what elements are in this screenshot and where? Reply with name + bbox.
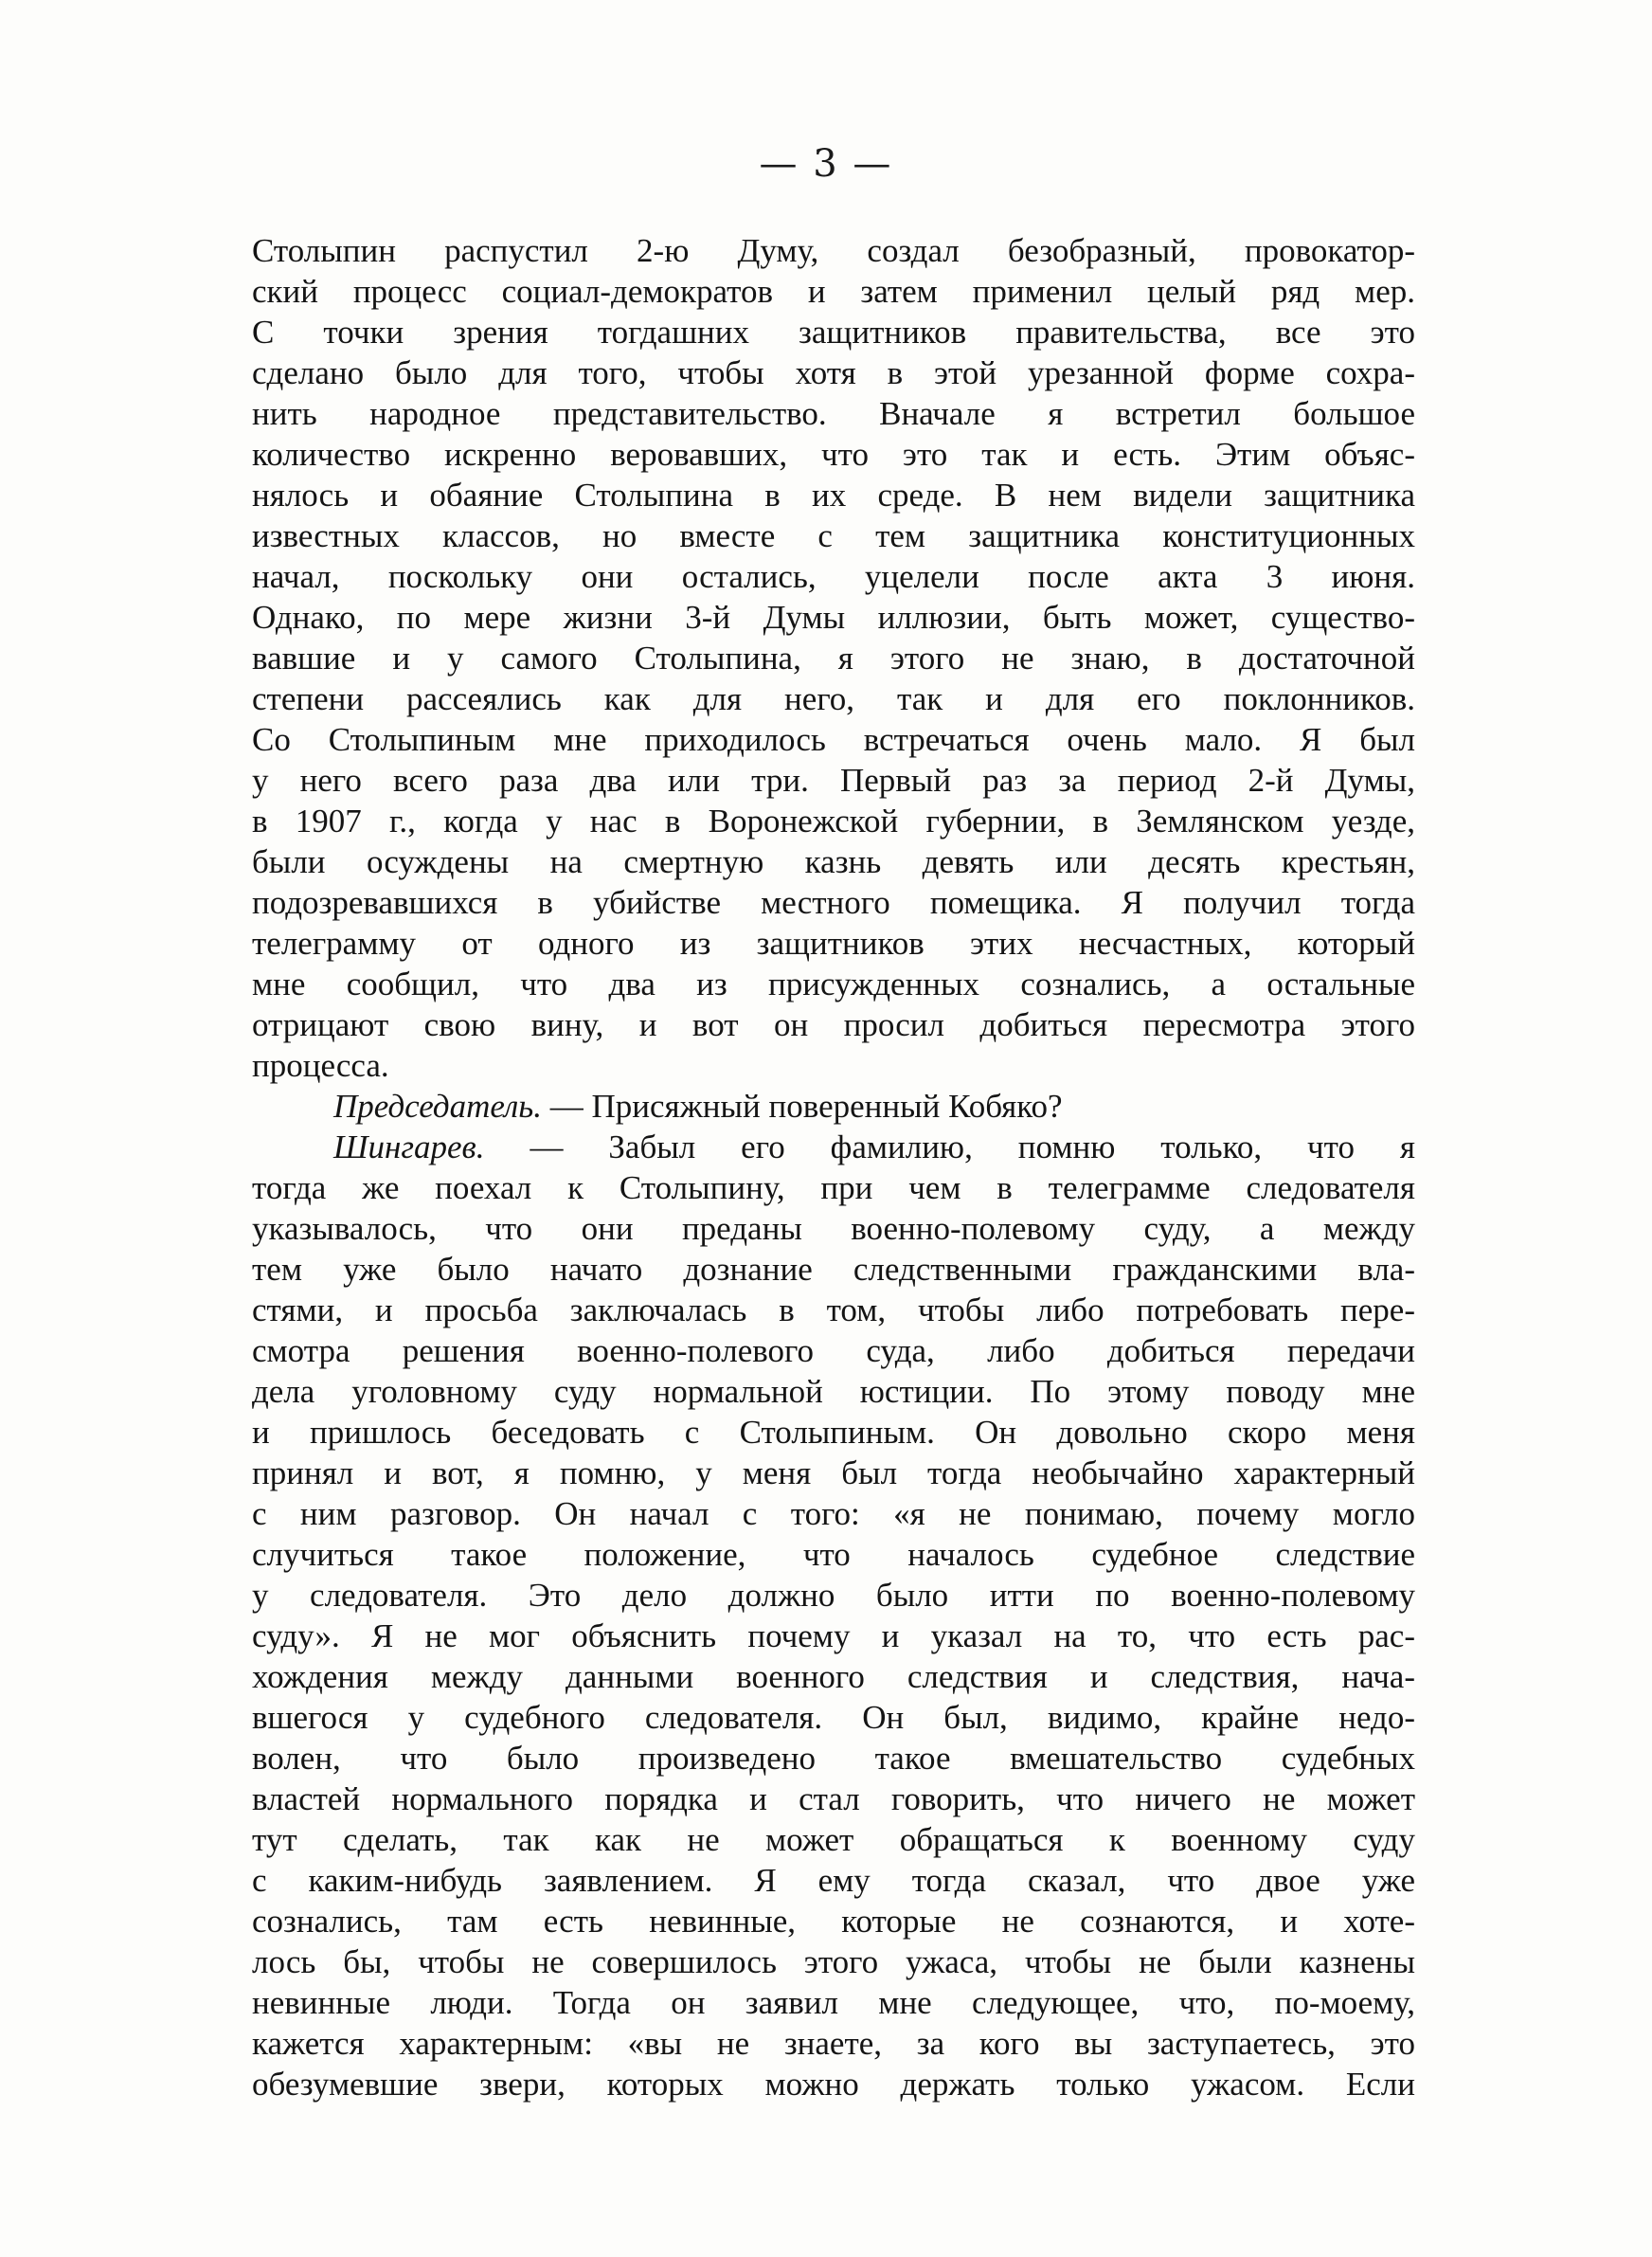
text-line: в 1907 г., когда у нас в Воронежской губернии, в Землянском уезде,: [252, 803, 1415, 840]
chairman-line: [252, 1086, 1415, 1127]
text-line: телеграмму от одного из защитников этих несчастных, который: [252, 925, 1415, 962]
body-text: [252, 230, 1415, 2104]
text-line: стями, и просьба заключалась в том, чтобы либо потребовать пере-: [252, 1291, 1415, 1328]
text-line: суду». Я не мог объяснить почему и указал на то, что есть рас-: [252, 1617, 1415, 1654]
text-line: тут сделать, так как не может обращаться к военному суду: [252, 1821, 1415, 1858]
text-line: обезумевшие звери, которых можно держать только ужасом. Если: [252, 2066, 1415, 2103]
speaker-shingarev: Шингарев.: [333, 1128, 485, 1165]
text-line: ский процесс социал-демократов и затем применил целый ряд мер.: [252, 273, 1415, 310]
text-line: С точки зрения тогдашних защитников правительства, все это: [252, 314, 1415, 351]
text-line: подозревавшихся в убийстве местного помещика. Я получил тогда: [252, 884, 1415, 921]
text-line: степени рассеялись как для него, так и для его поклонников.: [252, 680, 1415, 717]
text-line: отрицают свою вину, и вот он просил добиться пересмотра этого: [252, 1006, 1415, 1043]
text-line: кажется характерным: «вы не знаете, за кого вы заступаетесь, это: [252, 2025, 1415, 2062]
chairman-remark: — Присяжный поверенный Кобяко?: [541, 1088, 1063, 1125]
text-line: Со Столыпиным мне приходилось встречаться очень мало. Я был: [252, 721, 1415, 758]
text-line: с каким-нибудь заявлением. Я ему тогда сказал, что двое уже: [252, 1862, 1415, 1899]
text-line: были осуждены на смертную казнь девять или десять крестьян,: [252, 843, 1415, 880]
text-line: невинные люди. Тогда он заявил мне следующее, что, по-моему,: [252, 1984, 1415, 2021]
text-line: количество искренно веровавших, что это так и есть. Этим объяс-: [252, 436, 1415, 473]
text-line: вавшие и у самого Столыпина, я этого не знаю, в достаточной: [252, 640, 1415, 677]
text-line: известных классов, но вместе с тем защитника конституционных: [252, 517, 1415, 554]
text-line: у следователя. Это дело должно было итти по военно-полевому: [252, 1577, 1415, 1614]
text-line: указывалось, что они преданы военно-полевому суду, а между: [252, 1210, 1415, 1247]
text-line: сделано было для того, чтобы хотя в этой урезанной форме сохра-: [252, 354, 1415, 391]
text-line: хождения между данными военного следствия и следствия, нача-: [252, 1658, 1415, 1695]
text-line: смотра решения военно-полевого суда, либо добиться передачи: [252, 1332, 1415, 1369]
text-line: Столыпин распустил 2-ю Думу, создал безобразный, провокатор-: [252, 232, 1415, 269]
text-line: лось бы, чтобы не совершилось этого ужаса, чтобы не были казнены: [252, 1943, 1415, 1980]
text-line: волен, что было произведено такое вмешательство судебных: [252, 1740, 1415, 1777]
text-line: вшегося у судебного следователя. Он был, видимо, крайне недо-: [252, 1699, 1415, 1736]
text-line: нялось и обаяние Столыпина в их среде. В нем видели защитника: [252, 477, 1415, 514]
text-line: нить народное представительство. Вначале я встретил большое: [252, 395, 1415, 432]
text-line: властей нормального порядка и стал говорить, что ничего не может: [252, 1780, 1415, 1817]
text-line: тем уже было начато дознание следственными гражданскими вла-: [252, 1251, 1415, 1288]
text-line: Однако, по мере жизни 3-й Думы иллюзии, быть может, существо-: [252, 599, 1415, 636]
speaker-chairman: Председатель.: [333, 1088, 542, 1125]
text-line: у него всего раза два или три. Первый раз за период 2-й Думы,: [252, 762, 1415, 799]
text-line: тогда же поехал к Столыпину, при чем в телеграмме следователя: [252, 1169, 1415, 1206]
text-line: принял и вот, я помню, у меня был тогда необычайно характерный: [252, 1454, 1415, 1491]
page-number: — 3 —: [759, 142, 893, 186]
text-line: с ним разговор. Он начал с того: «я не понимаю, почему могло: [252, 1495, 1415, 1532]
shingarev-line: [252, 1127, 1415, 1167]
text-line: мне сообщил, что два из присужденных сознались, а остальные: [252, 966, 1415, 1002]
text-line: процесса.: [252, 1047, 389, 1084]
shingarev-remark: — Забыл его фамилию, помню только, что я: [484, 1128, 1415, 1165]
text-line: начал, поскольку они остались, уцелели после акта 3 июня.: [252, 558, 1415, 595]
text-line: сознались, там есть невинные, которые не сознаются, и хоте-: [252, 1903, 1415, 1940]
text-line: и пришлось беседовать с Столыпиным. Он довольно скоро меня: [252, 1414, 1415, 1451]
text-line: дела уголовному суду нормальной юстиции. По этому поводу мне: [252, 1373, 1415, 1410]
text-line: случиться такое положение, что началось судебное следствие: [252, 1536, 1415, 1573]
